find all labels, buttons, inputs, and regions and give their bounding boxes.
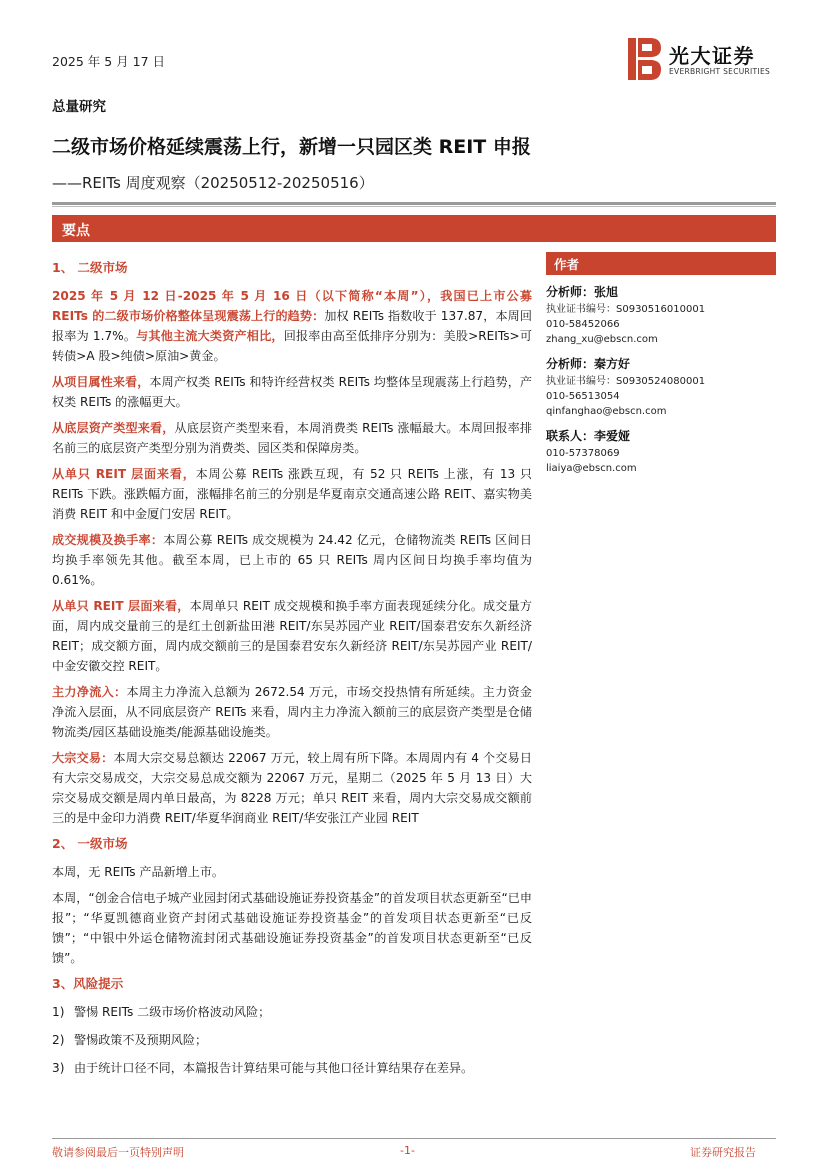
risk-item: 1) 警惕 REITs 二级市场价格波动风险； <box>52 1005 271 1019</box>
risk-item: 2) 警惕政策不及预期风险； <box>52 1033 208 1047</box>
company-logo <box>628 38 778 82</box>
contact-email[interactable]: liaiya@ebscn.com <box>546 463 637 474</box>
author-block <box>546 355 776 419</box>
section-primary-market: 2、 一级市场 <box>52 836 128 851</box>
author-phone: 010-56513054 <box>546 391 620 402</box>
report-date: 2025 年 5 月 17 日 <box>52 54 166 69</box>
contact-name: 联系人：李爱娅 <box>546 429 631 443</box>
author-cert: 执业证书编号：S0930516010001 <box>546 304 706 315</box>
paragraph-asset-type: 从底层资产类型来看，从底层资产类型来看，本周消费类 REITs 涨幅最大。本周回报率排名前三的底层资产类型分别为消费类、园区类和保障房类。 <box>52 421 532 455</box>
paragraph-project-status: 本周，“创金合信电子城产业园封闭式基础设施证券投资基金”的首发项目状态更新至“已申报”；“华夏凯德商业资产封闭式基础设施证券投资基金”的首发项目状态更新至“已反馈”；“中银中外运仓储物流封闭式基础设施证券投资基金”的首发项目状态更新至“已反馈”。 <box>52 891 532 965</box>
author-heading: 作者 <box>546 252 776 275</box>
author-name: 分析师：张旭 <box>546 285 619 299</box>
footer-report-type: 证券研究报告 <box>690 1146 756 1159</box>
keypoints-bar: 要点 <box>52 215 776 242</box>
author-block <box>546 283 776 347</box>
page-subtitle: ——REITs 周度观察（20250512-20250516） <box>52 174 374 192</box>
page-title: 二级市场价格延续震荡上行，新增一只园区类 REIT 申报 <box>52 136 531 158</box>
paragraph-no-new-listing: 本周，无 REITs 产品新增上市。 <box>52 865 225 879</box>
footer-divider <box>52 1138 776 1139</box>
author-block <box>546 427 776 476</box>
author-cert: 执业证书编号：S0930524080001 <box>546 376 706 387</box>
author-name: 分析师：秦方好 <box>546 357 631 371</box>
logo-text-cn: 光大证券 <box>669 44 755 68</box>
everbright-logo-icon <box>628 38 662 80</box>
page-number: -1- <box>400 1144 415 1157</box>
header-divider-thin <box>52 206 776 207</box>
paragraph-project-attribute: 从项目属性来看，本周产权类 REITs 和特许经营权类 REITs 均整体呈现震荡上行趋势，产权类 REITs 的涨幅更大。 <box>52 375 532 409</box>
footer-disclaimer: 敬请参阅最后一页特别声明 <box>52 1146 184 1159</box>
report-category: 总量研究 <box>52 99 106 115</box>
paragraph-net-inflow: 主力净流入：本周主力净流入总额为 2672.54 万元，市场交投热情有所延续。主力资金净流入层面，从不同底层资产 REITs 来看，周内主力净流入额前三的底层资产类型是仓储物流类/园区基础设施类/能源基础设施类。 <box>52 685 532 739</box>
author-phone: 010-58452066 <box>546 319 620 330</box>
paragraph-single-reit-volume: 从单只 REIT 层面来看，本周单只 REIT 成交规模和换手率方面表现延续分化。成交量方面，周内成交量前三的是红土创新盐田港 REIT/东吴苏园产业 REIT/国泰君安东久新经济 REIT；成交额方面，周内成交额前三的是国泰君安东久新经济 REIT/东吴苏园产业 REIT/中金安徽交控 REIT。 <box>52 599 532 673</box>
paragraph-single-reit: 从单只 REIT 层面来看，本周公募 REITs 涨跌互现，有 52 只 REITs 上涨，有 13 只 REITs 下跌。涨跌幅方面，涨幅排名前三的分别是华夏南京交通高速公路 REIT、嘉实物美消费 REIT 和中金厦门安居 REIT。 <box>52 467 532 521</box>
author-email[interactable]: zhang_xu@ebscn.com <box>546 334 658 345</box>
author-sidebar <box>546 252 776 476</box>
risk-item: 3) 由于统计口径不同，本篇报告计算结果可能与其他口径计算结果存在差异。 <box>52 1061 474 1075</box>
logo-text-en: EVERBRIGHT SECURITIES <box>669 67 771 76</box>
header-divider <box>52 202 776 205</box>
section-risk: 3、风险提示 <box>52 976 124 991</box>
paragraph-summary: 2025 年 5 月 12 日-2025 年 5 月 16 日（以下简称“本周”），我国已上市公募 REITs 的二级市场价格整体呈现震荡上行的趋势：加权 REITs 指数收于 137.87，本周回报率为 1.7%。与其他主流大类资产相比，回报率由高至低排序分别为：美股>REITs>可转债>A 股>纯债>原油>黄金。 <box>52 289 532 363</box>
section-secondary-market: 1、 二级市场 <box>52 260 128 275</box>
paragraph-turnover: 成交规模及换手率：本周公募 REITs 成交规模为 24.42 亿元，仓储物流类 REITs 区间日均换手率领先其他。截至本周，已上市的 65 只 REITs 周内区间日均换手率均值为 0.61%。 <box>52 533 532 587</box>
author-email[interactable]: qinfanghao@ebscn.com <box>546 406 667 417</box>
contact-phone: 010-57378069 <box>546 448 620 459</box>
main-content <box>52 258 532 1086</box>
paragraph-block-trade: 大宗交易：本周大宗交易总额达 22067 万元，较上周有所下降。本周周内有 4 个交易日有大宗交易成交，大宗交易总成交额为 22067 万元，星期二（2025 年 5 月 13 日）大宗交易成交额是周内单日最高，为 8228 万元；单只 REIT 来看，周内大宗交易成交额前三的是中金印力消费 REIT/华夏华润商业 REIT/华安张江产业园 REIT <box>52 751 532 825</box>
